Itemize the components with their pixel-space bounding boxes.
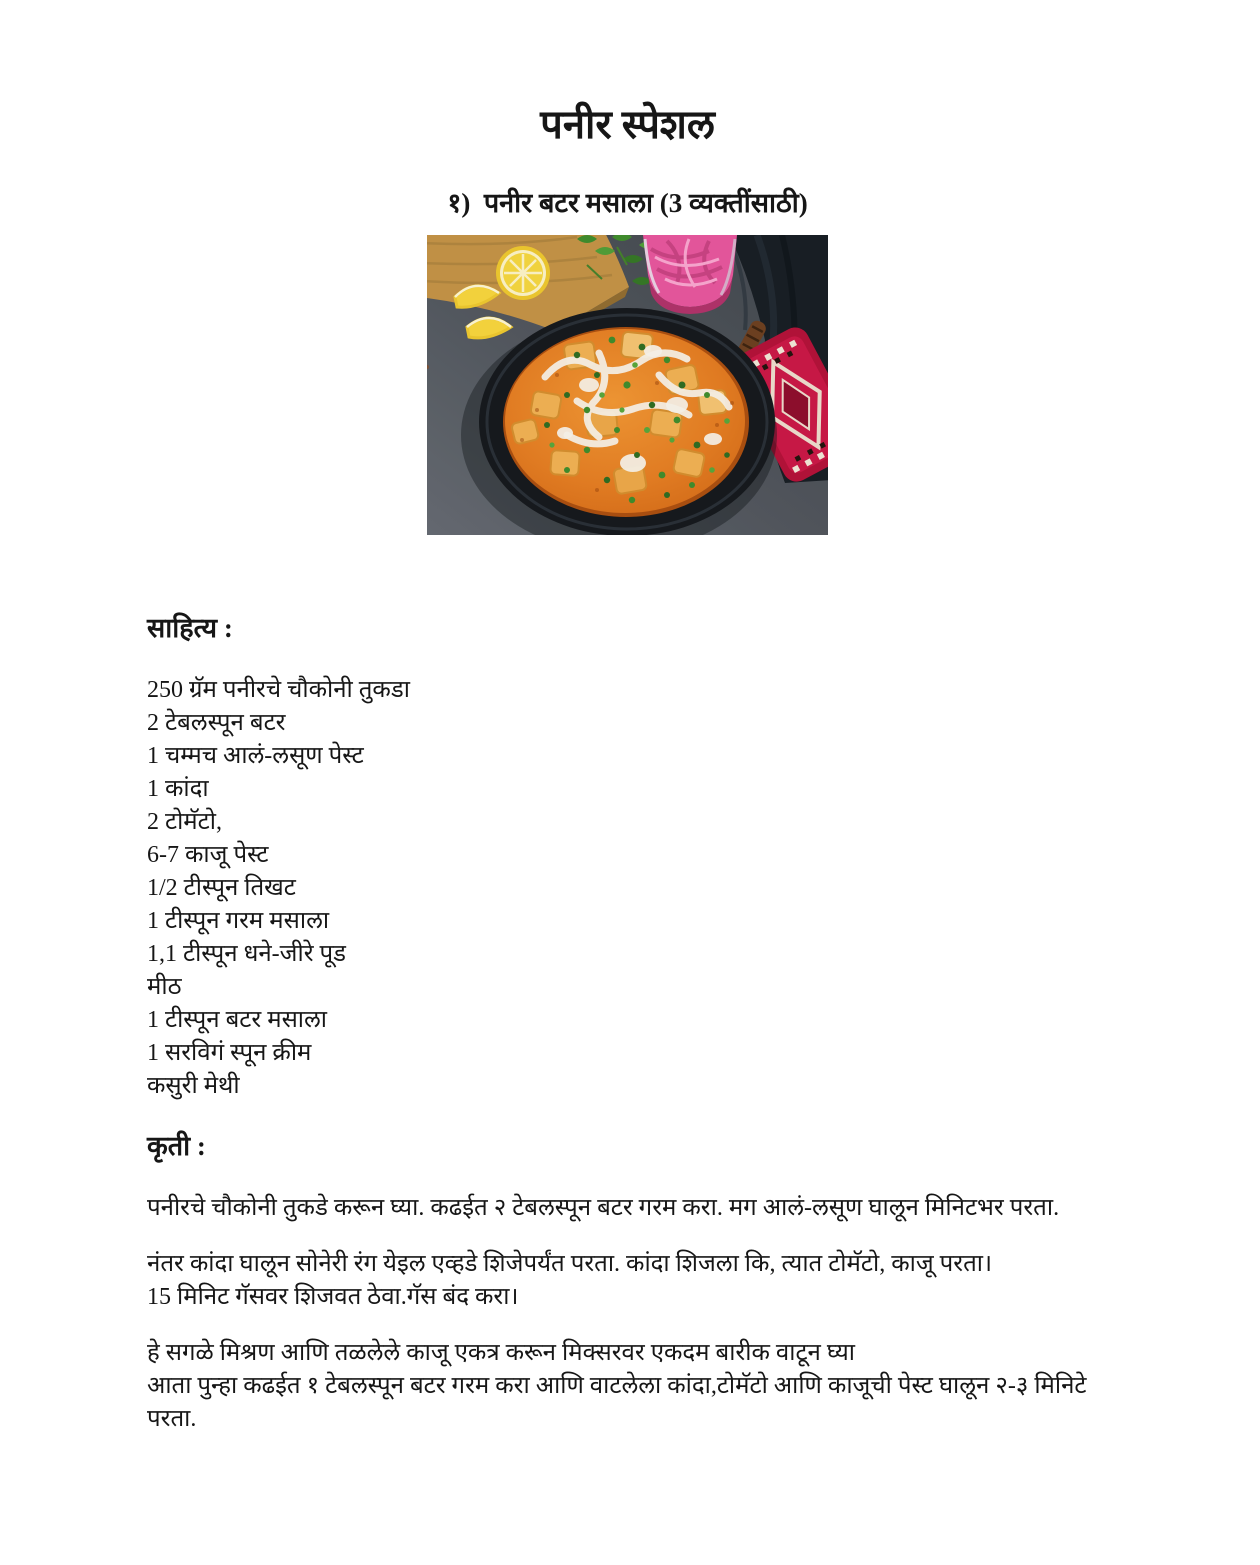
method-line: 15 मिनिट गॅसवर शिजवत ठेवा.गॅस बंद करा। [147, 1284, 519, 1311]
recipe-photo-illustration [427, 235, 828, 535]
ingredients-list [147, 674, 1108, 1103]
method-section [147, 1192, 1108, 1436]
method-heading: कृती : [147, 1131, 206, 1162]
method-line: हे सगळे मिश्रण आणि तळलेले काजू एकत्र करून मिक्सरवर एकदम बारीक वाटून घ्या [147, 1340, 855, 1367]
method-paragraph [147, 1192, 1108, 1225]
ingredient-item: 1 चम्मच आलं-लसूण पेस्ट [147, 743, 364, 770]
method-line: आता पुन्हा कढईत १ टेबलस्पून बटर गरम करा आणि वाटलेला कांदा,टोमॅटो आणि काजूची पेस्ट घालून २-३ मिनिटे परता. [147, 1373, 1093, 1433]
ingredient-item: कसुरी मेथी [147, 1073, 240, 1100]
ingredient-item: 1,1 टीस्पून धने-जीरे पूड [147, 941, 346, 968]
method-paragraph [147, 1248, 1108, 1314]
pickled-onion-bowl [643, 235, 737, 314]
ingredient-item: 1 सरविगं स्पून क्रीम [147, 1040, 312, 1067]
ingredient-item: 1 टीस्पून बटर मसाला [147, 1007, 327, 1034]
ingredient-item: मीठ [147, 974, 182, 1001]
recipe-subtitle: १) पनीर बटर मसाला (3 व्यक्तींसाठी) [447, 188, 808, 218]
ingredients-heading: साहित्य : [147, 613, 233, 644]
ingredient-item: 250 ग्रॅम पनीरचे चौकोनी तुकडा [147, 677, 410, 704]
method-line: पनीरचे चौकोनी तुकडे करून घ्या. कढईत २ टेबलस्पून बटर गरम करा. मग आलं-लसूण घालून मिनिटभर परता. [147, 1195, 1060, 1222]
method-paragraph [147, 1337, 1108, 1436]
ingredient-item: 1 टीस्पून गरम मसाला [147, 908, 330, 935]
recipe-photo [427, 235, 828, 535]
ingredient-item: 6-7 काजू पेस्ट [147, 842, 269, 869]
ingredient-item: 1/2 टीस्पून तिखट [147, 875, 296, 902]
method-line: नंतर कांदा घालून सोनेरी रंग येइल एव्हडे शिजेपर्यंत परता. कांदा शिजला कि, त्यात टोमॅटो, काजू परता। [147, 1251, 993, 1278]
page-title: पनीर स्पेशल [540, 102, 715, 147]
ingredient-item: 2 टोमॅटो, [147, 809, 222, 836]
ingredient-item: 2 टेबलस्पून बटर [147, 710, 286, 737]
ingredient-item: 1 कांदा [147, 776, 209, 803]
